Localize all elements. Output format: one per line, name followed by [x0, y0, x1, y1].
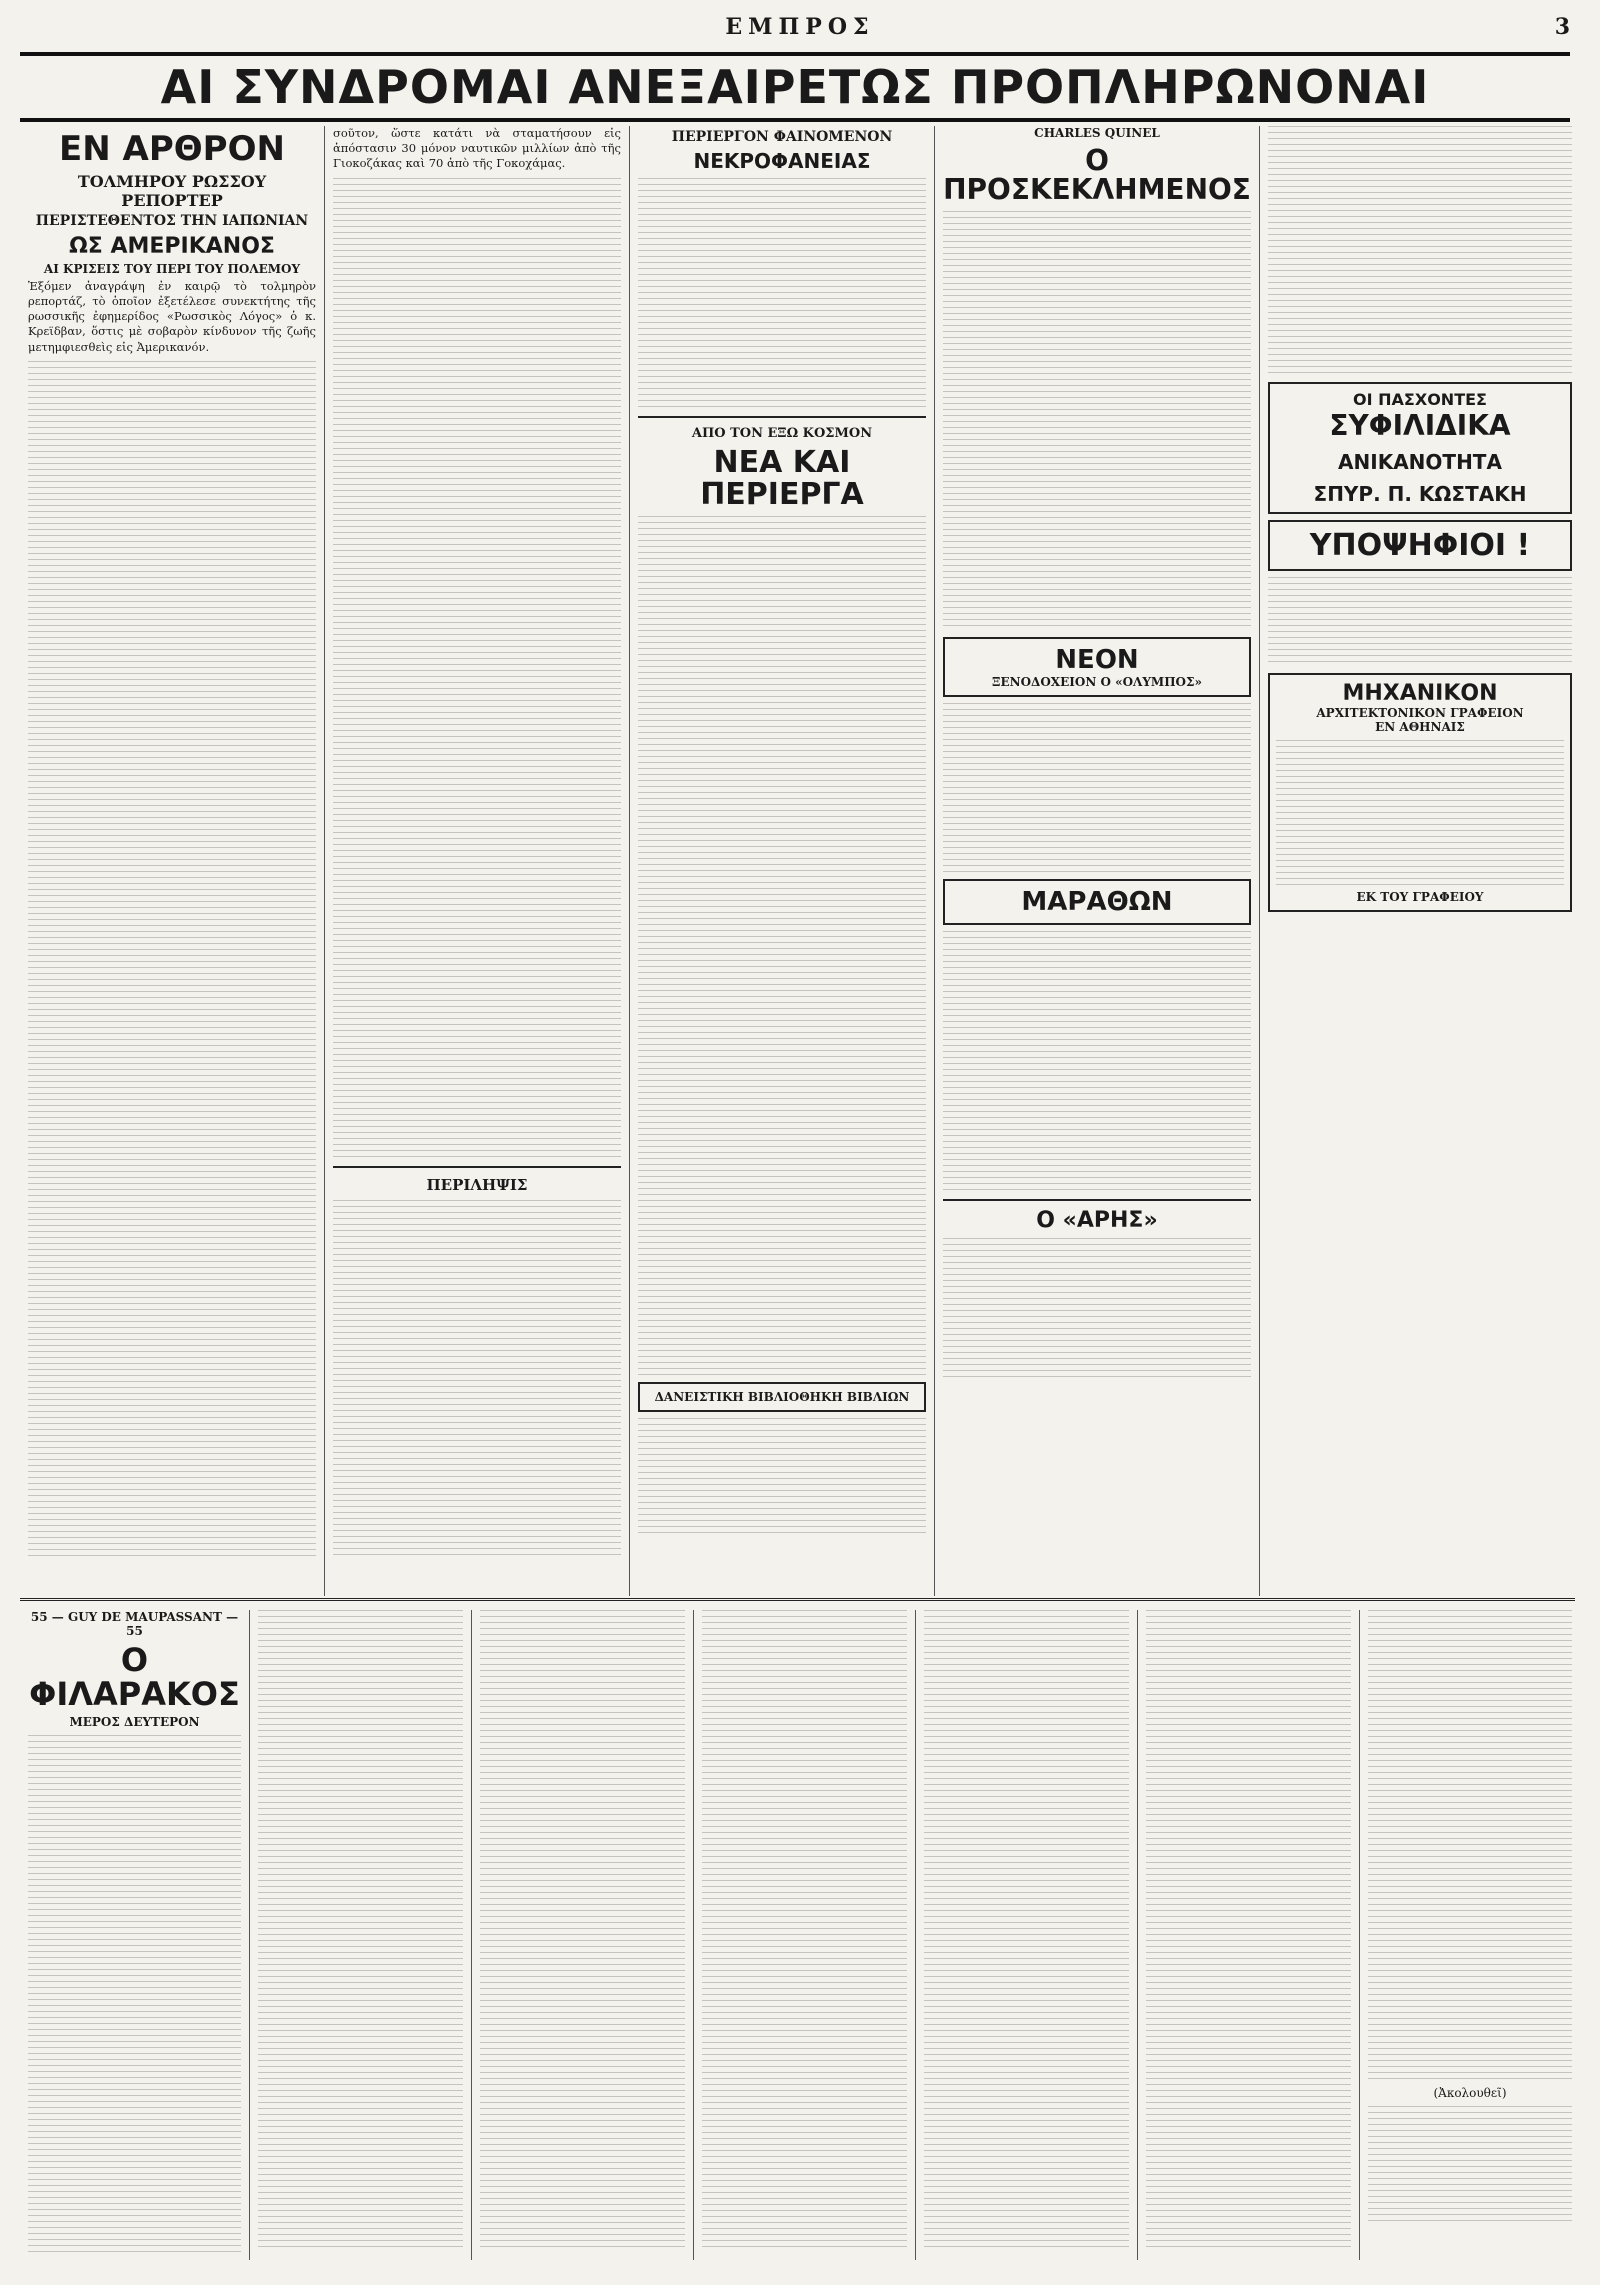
advertisement-hotel — [943, 637, 1251, 697]
article-heading-3: ΝΕΑ ΚΑΙ ΠΕΡΙΕΡΓΑ — [700, 445, 864, 512]
serial-body — [258, 1610, 463, 2250]
advertisement-engineering — [1268, 673, 1572, 912]
ad-title: ΜΑΡΑΘΩΝ — [1021, 886, 1173, 917]
article-body — [28, 361, 316, 1561]
article-heading-2: ΝΕΚΡΟΦΑΝΕΙΑΣ — [693, 149, 871, 173]
article-heading: ΠΕΡΙΕΡΓΟΝ ΦΑΙΝΟΜΕΝΟΝ — [671, 129, 893, 145]
serial-column-6 — [1138, 1610, 1360, 2260]
section-heading: ΑΠΟ ΤΟΝ ΕΞΩ ΚΟΣΜΟΝ — [691, 426, 873, 441]
ad-doctor: ΣΠΥΡ. Π. ΚΩΣΤΑΚΗ — [1313, 482, 1527, 506]
ad-title: ΔΑΝΕΙΣΤΙΚΗ ΒΙΒΛΙΟΘΗΚΗ ΒΙΒΛΙΩΝ — [654, 1390, 910, 1404]
serial-body — [943, 211, 1251, 631]
ad-subtitle: ΑΡΧΙΤΕΚΤΟΝΙΚΟΝ ΓΡΑΦΕΙΟΝ — [1316, 706, 1524, 720]
section-rule — [333, 1166, 621, 1168]
ad-subtitle: ΞΕΝΟΔΟΧΕΙΟΝ Ο «ΟΛΥΜΠΟΣ» — [992, 674, 1202, 689]
ad-title: ΜΗΧΑΝΙΚΟΝ — [1342, 681, 1498, 706]
section-rule — [943, 1199, 1251, 1201]
serial-title: Ο ΦΙΛΑΡΑΚΟΣ — [29, 1641, 240, 1713]
article-body — [333, 178, 621, 1158]
ad-title-2: ΑΝΙΚΑΝΟΤΗΤΑ — [1338, 450, 1502, 474]
serial-part: ΜΕΡΟΣ ΔΕΥΤΕΡΟΝ — [69, 1715, 200, 1730]
section-body — [333, 1200, 621, 1560]
serial-column-3 — [472, 1610, 694, 2260]
article-continuation: σοῦτον, ὥστε κατάτι νὰ σταματήσουν εἰς ἀπόστασιν 30 μόνον ναυτικῶν μιλλίων ἀπὸ τῆς Γιοκοζάκας καὶ 70 ἀπὸ τῆς Γοκοχάμας. — [333, 126, 621, 171]
ad-title: Ο «ΑΡΗΣ» — [1036, 1207, 1158, 1233]
column-5 — [1260, 126, 1580, 1596]
column-2 — [325, 126, 630, 1596]
article-body — [638, 178, 926, 408]
section-heading: ΠΕΡΙΛΗΨΙΣ — [426, 1175, 528, 1194]
serial-continuation — [1268, 126, 1572, 376]
ad-body — [943, 703, 1251, 873]
article-heading: ΕΝ ΑΡΘΡΟΝ — [59, 129, 285, 169]
ad-body — [943, 1238, 1251, 1378]
serial-continued: (Ἀκολουθεῖ) — [1433, 2086, 1507, 2100]
column-4 — [935, 126, 1260, 1596]
ad-body — [1268, 577, 1572, 667]
serial-author: CHARLES QUINEL — [1034, 126, 1160, 140]
article-lead: Ἐξόμεν ἀναγράψη ἐν καιρῷ τὸ τολμηρὸν ρεπορτάζ, τὸ ὁποῖον ἐξετέλεσε συνεκτήτης τῆς ρωσσικῆς ἐφημερίδος «Ρωσσικὸς Λόγος» ὁ κ. Κρεϊδβαν, ὅστις μὲ σοβαρὸν κίνδυνον τῆς ζωῆς μετημφιεσθεὶς εἰς Ἀμερικανόν. — [28, 278, 316, 354]
section-rule — [638, 416, 926, 418]
serial-column-2 — [250, 1610, 472, 2260]
serial-body — [1368, 1610, 1572, 2080]
ad-title: ΝΕΟΝ — [1055, 644, 1139, 675]
article-body-2 — [638, 516, 926, 1376]
serial-body — [1146, 1610, 1351, 2250]
serial-body — [480, 1610, 685, 2250]
ad-body — [1276, 740, 1564, 890]
article-subheading-3: ΩΣ ΑΜΕΡΙΚΑΝΟΣ — [69, 233, 275, 259]
ad-location: ΕΝ ΑΘΗΝΑΙΣ — [1375, 720, 1465, 734]
serial-heading: Ο ΠΡΟΣΚΕΚΛΗΜΕΝΟΣ — [943, 144, 1251, 207]
column-3 — [630, 126, 935, 1596]
subscription-banner — [20, 52, 1570, 122]
advertisement — [638, 1382, 926, 1412]
article-subheading-2: ΠΕΡΙΣΤΕΘΕΝΤΟΣ ΤΗΝ ΙΑΠΩΝΙΑΝ — [35, 212, 309, 229]
page-divider — [20, 1598, 1575, 1601]
masthead — [20, 10, 1580, 50]
banner-text: ΑΙ ΣΥΝΔΡΟΜΑΙ ΑΝΕΞΑΙΡΕΤΩΣ ΠΡΟΠΛΗΡΩΝΟΝΑΙ — [160, 60, 1430, 114]
page-number: 3 — [1554, 14, 1570, 40]
ad-title: ΥΠΟΨΗΦΙΟΙ ! — [1309, 528, 1531, 563]
ad-title: ΟΙ ΠΑΣΧΟΝΤΕΣ — [1353, 390, 1487, 409]
serial-column-5 — [916, 1610, 1138, 2260]
advertisement-marathon — [943, 879, 1251, 925]
serial-column-7 — [1360, 1610, 1580, 2260]
ad-title-big: ΣΥΦΙΛΙΔΙΚΑ — [1329, 409, 1511, 442]
french-note — [1368, 2106, 1572, 2226]
serial-tag: 55 — GUY DE MAUPASSANT — 55 — [30, 1610, 239, 1638]
article-subheading-4: ΑΙ ΚΡΙΣΕΙΣ ΤΟΥ ΠΕΡΙ ΤΟΥ ΠΟΛΕΜΟΥ — [43, 261, 301, 276]
ad-body — [943, 931, 1251, 1191]
ad-body — [638, 1418, 926, 1538]
serial-column-4 — [694, 1610, 916, 2260]
ad-footer: ΕΚ ΤΟΥ ΓΡΑΦΕΙΟΥ — [1356, 890, 1484, 904]
serial-body — [28, 1735, 241, 2255]
article-subheading: ΤΟΛΜΗΡΟΥ ΡΩΣΣΟΥ ΡΕΠΟΡΤΕΡ — [77, 171, 267, 210]
serial-body — [702, 1610, 907, 2250]
newspaper-title: ΕΜΠΡΟΣ — [725, 14, 875, 40]
advertisement-candidates — [1268, 520, 1572, 571]
serial-column-1 — [20, 1610, 250, 2260]
advertisement-clinic — [1268, 382, 1572, 514]
serial-body — [924, 1610, 1129, 2250]
column-1 — [20, 126, 325, 1596]
